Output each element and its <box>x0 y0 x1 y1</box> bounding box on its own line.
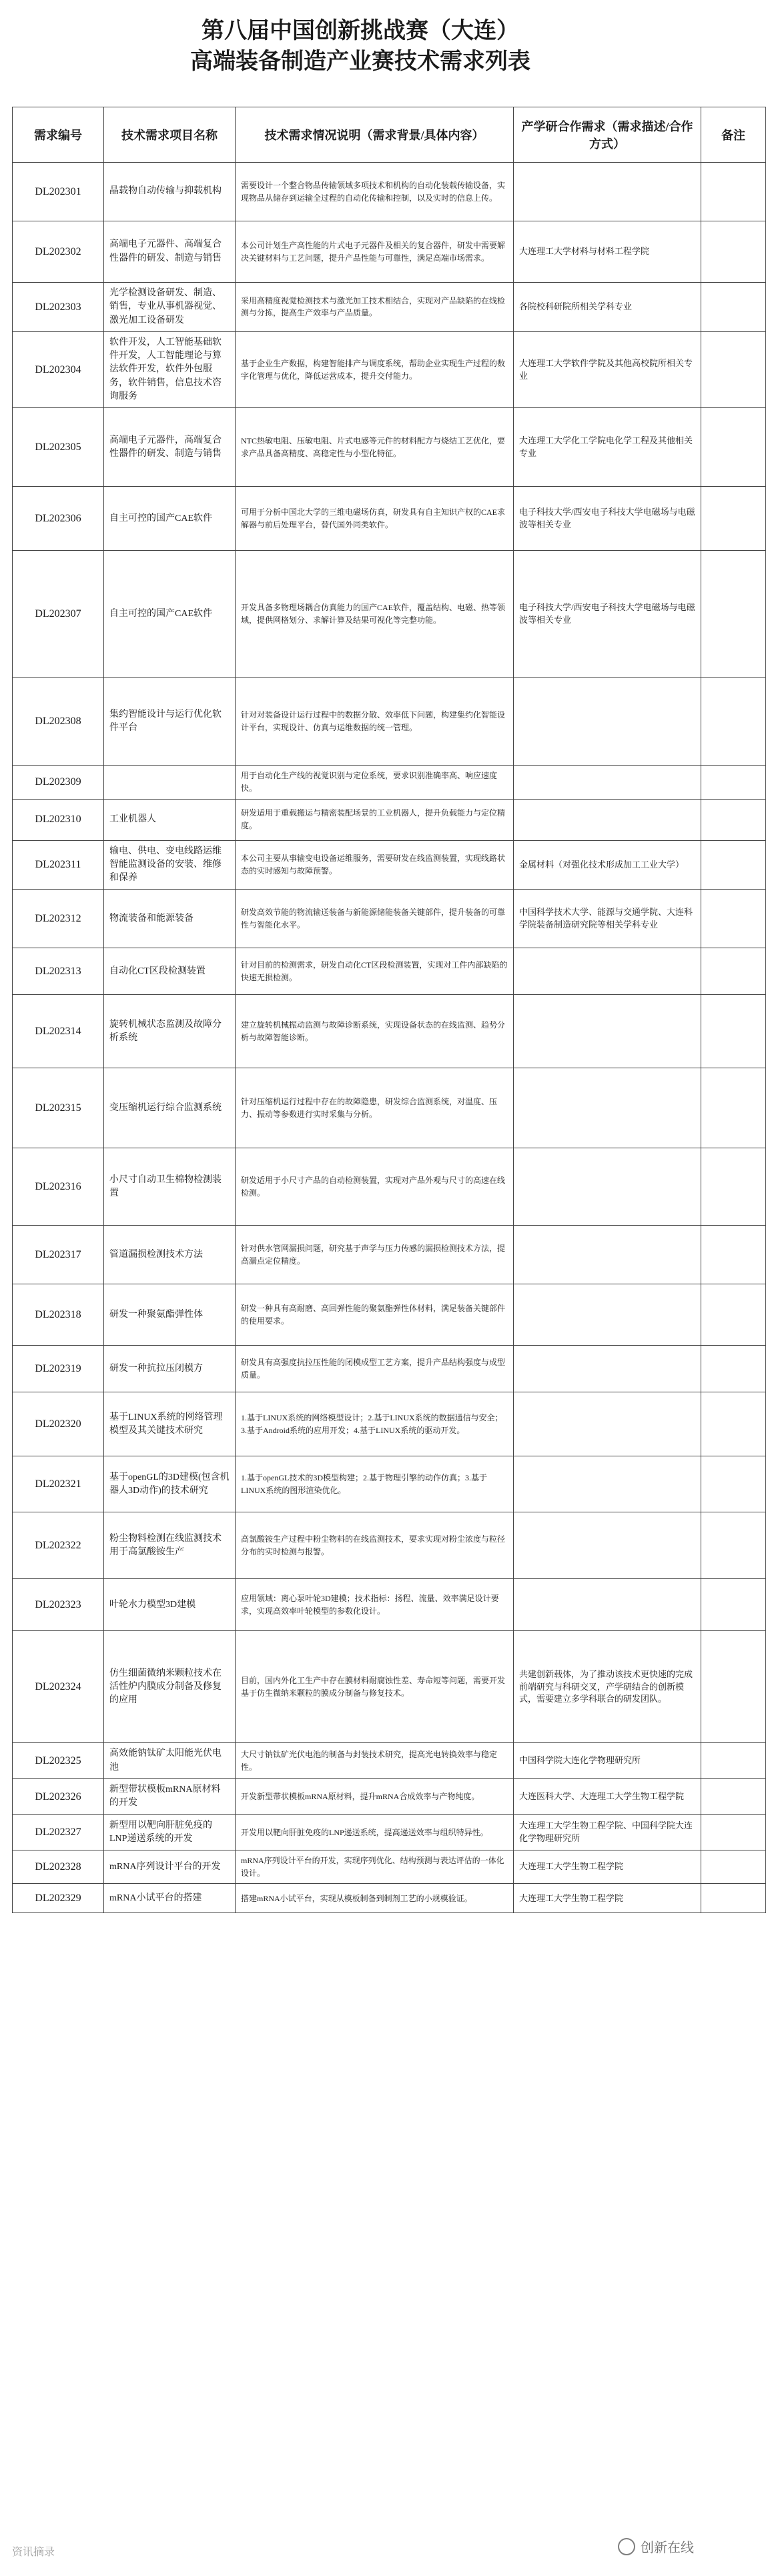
row-desc: 研发适用于重载搬运与精密装配场景的工业机器人，提升负载能力与定位精度。 <box>236 799 514 840</box>
row-desc: 应用领域：离心泵叶轮3D建模；技术指标：扬程、流量、效率满足设计要求，实现高效率叶轮模型的参数化设计。 <box>236 1579 514 1631</box>
row-name: 研发一种聚氨酯弹性体 <box>104 1284 236 1346</box>
row-name: 新型带状模板mRNA原材料的开发 <box>104 1779 236 1815</box>
row-name: mRNA小试平台的搭建 <box>104 1884 236 1913</box>
row-code: DL202326 <box>13 1779 104 1815</box>
row-code: DL202320 <box>13 1392 104 1456</box>
row-name: 自主可控的国产CAE软件 <box>104 551 236 678</box>
row-name: mRNA序列设计平台的开发 <box>104 1850 236 1884</box>
row-coop: 大连理工大学生物工程学院 <box>514 1884 701 1913</box>
row-code: DL202315 <box>13 1068 104 1148</box>
row-note <box>701 1392 766 1456</box>
row-note <box>701 163 766 221</box>
header-desc: 技术需求情况说明（需求背景/具体内容） <box>236 107 514 163</box>
row-note <box>701 408 766 487</box>
row-note <box>701 1579 766 1631</box>
header-row <box>13 107 766 163</box>
row-code: DL202311 <box>13 840 104 890</box>
row-desc: 搭建mRNA小试平台，实现从模板制备到制剂工艺的小规模验证。 <box>236 1884 514 1913</box>
row-coop: 共建创新载体，为了推动该技术更快速的完成前端研究与科研交叉，产学研结合的创新模式，需要建立多学科联合的研发团队。 <box>514 1631 701 1743</box>
row-note <box>701 1814 766 1850</box>
row-name: 新型用以靶向肝脏免疫的LNP递送系统的开发 <box>104 1814 236 1850</box>
watermark-left: 资讯摘录 <box>12 2547 55 2558</box>
row-coop <box>514 1512 701 1579</box>
header-code: 需求编号 <box>13 107 104 163</box>
table-row <box>13 1456 766 1512</box>
row-code: DL202302 <box>13 221 104 283</box>
row-coop <box>514 995 701 1068</box>
table-row <box>13 1884 766 1913</box>
table-row <box>13 1631 766 1743</box>
row-desc: 研发高效节能的物流输送装备与新能源储能装备关键部件，提升装备的可靠性与智能化水平。 <box>236 890 514 948</box>
row-note <box>701 948 766 995</box>
row-note <box>701 995 766 1068</box>
row-code: DL202317 <box>13 1226 104 1284</box>
table-row <box>13 551 766 678</box>
table-row <box>13 1284 766 1346</box>
row-name: 研发一种抗拉压闭模方 <box>104 1346 236 1392</box>
row-name: 软件开发，人工智能基础软件开发，人工智能理论与算法软件开发，软件外包服务，软件销售，信息技术咨询服务 <box>104 331 236 407</box>
row-desc: 针对目前的检测需求，研发自动化CT区段检测装置，实现对工件内部缺陷的快速无损检测。 <box>236 948 514 995</box>
row-code: DL202304 <box>13 331 104 407</box>
table-row <box>13 995 766 1068</box>
row-coop: 金属材料（对强化技术形成加工工业大学） <box>514 840 701 890</box>
table-row <box>13 948 766 995</box>
row-name: 集约智能设计与运行优化软件平台 <box>104 678 236 766</box>
row-desc: NTC热敏电阻、压敏电阻、片式电感等元件的材料配方与烧结工艺优化，要求产品具备高精度、高稳定性与小型化特征。 <box>236 408 514 487</box>
row-code: DL202321 <box>13 1456 104 1512</box>
table-row <box>13 799 766 840</box>
row-note <box>701 221 766 283</box>
row-desc: 采用高精度视觉检测技术与激光加工技术相结合，实现对产品缺陷的在线检测与分拣，提高生产效率与产品质量。 <box>236 283 514 332</box>
row-code: DL202318 <box>13 1284 104 1346</box>
wechat-icon <box>618 2538 635 2555</box>
table-row <box>13 1346 766 1392</box>
row-coop: 大连医科大学、大连理工大学生物工程学院 <box>514 1779 701 1815</box>
table-row <box>13 766 766 799</box>
row-note <box>701 487 766 551</box>
table-header <box>13 107 766 163</box>
row-desc: 用于自动化生产线的视觉识别与定位系统，要求识别准确率高、响应速度快。 <box>236 766 514 799</box>
row-desc: 开发具备多物理场耦合仿真能力的国产CAE软件，覆盖结构、电磁、热等领域，提供网格划分、求解计算及结果可视化等完整功能。 <box>236 551 514 678</box>
table-row <box>13 1743 766 1779</box>
row-desc: 针对对装备设计运行过程中的数据分散、效率低下问题，构建集约化智能设计平台，实现设计、仿真与运维数据的统一管理。 <box>236 678 514 766</box>
row-coop <box>514 1392 701 1456</box>
table-row <box>13 678 766 766</box>
row-name: 叶轮水力模型3D建模 <box>104 1579 236 1631</box>
row-name: 仿生细菌微纳米颗粒技术在活性炉内膜成分制备及修复的应用 <box>104 1631 236 1743</box>
table-row <box>13 890 766 948</box>
row-name: 物流装备和能源装备 <box>104 890 236 948</box>
row-desc: 本公司计划生产高性能的片式电子元器件及相关的复合器件，研发中需要解决关键材料与工艺问题，提升产品性能与可靠性，满足高端市场需求。 <box>236 221 514 283</box>
row-coop <box>514 1148 701 1226</box>
header-note: 备注 <box>701 107 766 163</box>
row-code: DL202323 <box>13 1579 104 1631</box>
row-name: 旋转机械状态监测及故障分析系统 <box>104 995 236 1068</box>
row-code: DL202328 <box>13 1850 104 1884</box>
row-code: DL202301 <box>13 163 104 221</box>
row-name: 基于openGL的3D建模(包含机器人3D动作)的技术研究 <box>104 1456 236 1512</box>
row-code: DL202307 <box>13 551 104 678</box>
row-note <box>701 1743 766 1779</box>
row-code: DL202313 <box>13 948 104 995</box>
row-name: 变压缩机运行综合监测系统 <box>104 1068 236 1148</box>
table-row <box>13 221 766 283</box>
row-note <box>701 283 766 332</box>
row-code: DL202314 <box>13 995 104 1068</box>
row-name <box>104 766 236 799</box>
row-coop <box>514 948 701 995</box>
row-code: DL202308 <box>13 678 104 766</box>
watermark-text: 创新在线 <box>641 2541 694 2555</box>
row-code: DL202316 <box>13 1148 104 1226</box>
row-desc: 基于企业生产数据，构建智能排产与调度系统，帮助企业实现生产过程的数字化管理与优化，降低运营成本，提升交付能力。 <box>236 331 514 407</box>
row-name: 小尺寸自动卫生棉物检测装置 <box>104 1148 236 1226</box>
row-desc: 开发用以靶向肝脏免疫的LNP递送系统，提高递送效率与组织特异性。 <box>236 1814 514 1850</box>
row-coop: 大连理工大学生物工程学院 <box>514 1850 701 1884</box>
table-row <box>13 1579 766 1631</box>
row-desc: 建立旋转机械振动监测与故障诊断系统，实现设备状态的在线监测、趋势分析与故障智能诊断。 <box>236 995 514 1068</box>
row-note <box>701 1226 766 1284</box>
watermark <box>618 2537 694 2556</box>
row-note <box>701 840 766 890</box>
row-coop: 中国科学院大连化学物理研究所 <box>514 1743 701 1779</box>
row-desc: 1.基于LINUX系统的网络模型设计；2.基于LINUX系统的数据通信与安全；3.基于Android系统的应用开发；4.基于LINUX系统的驱动开发。 <box>236 1392 514 1456</box>
row-code: DL202327 <box>13 1814 104 1850</box>
table-row <box>13 1814 766 1850</box>
row-name: 自动化CT区段检测装置 <box>104 948 236 995</box>
row-name: 粉尘物料检测在线监测技术用于高氯酸铵生产 <box>104 1512 236 1579</box>
row-coop <box>514 1346 701 1392</box>
row-coop <box>514 799 701 840</box>
row-coop <box>514 1226 701 1284</box>
row-note <box>701 890 766 948</box>
row-note <box>701 1779 766 1815</box>
row-code: DL202325 <box>13 1743 104 1779</box>
row-name: 高效能钠钛矿太阳能光伏电池 <box>104 1743 236 1779</box>
row-desc: 1.基于openGL技术的3D模型构建；2.基于物理引擎的动作仿真；3.基于LINUX系统的图形渲染优化。 <box>236 1456 514 1512</box>
row-coop <box>514 1284 701 1346</box>
row-desc: 需要设计一个整合物品传输领域多项技术和机构的自动化装载传输设备，实现物品从储存到运输全过程的自动化传输和控制，以及实时的信息上传。 <box>236 163 514 221</box>
row-note <box>701 1346 766 1392</box>
row-coop <box>514 1068 701 1148</box>
row-coop: 大连理工大学材料与材料工程学院 <box>514 221 701 283</box>
row-name: 光学检测设备研发、制造、销售，专业从事机器视觉、激光加工设备研发 <box>104 283 236 332</box>
row-code: DL202310 <box>13 799 104 840</box>
row-coop: 中国科学技术大学、能源与交通学院、大连科学院装备制造研究院等相关学科专业 <box>514 890 701 948</box>
row-note <box>701 551 766 678</box>
table-row <box>13 1512 766 1579</box>
row-note <box>701 799 766 840</box>
row-note <box>701 1850 766 1884</box>
table-row <box>13 163 766 221</box>
row-note <box>701 1148 766 1226</box>
row-code: DL202329 <box>13 1884 104 1913</box>
row-desc: 研发具有高强度抗拉压性能的闭模成型工艺方案，提升产品结构强度与成型质量。 <box>236 1346 514 1392</box>
page-title-line1: 第八届中国创新挑战赛（大连） <box>202 19 519 43</box>
table-row <box>13 283 766 332</box>
row-coop <box>514 678 701 766</box>
row-name: 输电、供电、变电线路运维智能监测设备的安装、维修和保养 <box>104 840 236 890</box>
table-row <box>13 1392 766 1456</box>
row-desc: 可用于分析中国北大学的三维电磁场仿真，研发具有自主知识产权的CAE求解器与前后处理平台，替代国外同类软件。 <box>236 487 514 551</box>
header-coop: 产学研合作需求（需求描述/合作方式） <box>514 107 701 163</box>
row-name: 管道漏损检测技术方法 <box>104 1226 236 1284</box>
row-coop: 电子科技大学/西安电子科技大学电磁场与电磁波等相关专业 <box>514 551 701 678</box>
row-desc: 开发新型带状模板mRNA原材料，提升mRNA合成效率与产物纯度。 <box>236 1779 514 1815</box>
table-row <box>13 1226 766 1284</box>
row-code: DL202312 <box>13 890 104 948</box>
row-desc: mRNA序列设计平台的开发，实现序列优化、结构预测与表达评估的一体化设计。 <box>236 1850 514 1884</box>
row-note <box>701 766 766 799</box>
row-coop <box>514 163 701 221</box>
row-desc: 目前，国内外化工生产中存在膜材料耐腐蚀性差、寿命短等问题，需要开发基于仿生微纳米颗粒的膜成分制备与修复技术。 <box>236 1631 514 1743</box>
row-code: DL202324 <box>13 1631 104 1743</box>
table-row <box>13 1068 766 1148</box>
table-row <box>13 1148 766 1226</box>
row-note <box>701 1884 766 1913</box>
row-coop: 大连理工大学生物工程学院、中国科学院大连化学物理研究所 <box>514 1814 701 1850</box>
table-row <box>13 1779 766 1815</box>
row-coop: 大连理工大学软件学院及其他高校院所相关专业 <box>514 331 701 407</box>
row-note <box>701 678 766 766</box>
table-body <box>13 163 766 1913</box>
table-row <box>13 408 766 487</box>
row-note <box>701 331 766 407</box>
row-coop: 大连理工大学化工学院电化学工程及其他相关专业 <box>514 408 701 487</box>
row-code: DL202309 <box>13 766 104 799</box>
row-coop <box>514 1456 701 1512</box>
row-desc: 高氯酸铵生产过程中粉尘物料的在线监测技术，要求实现对粉尘浓度与粒径分布的实时检测与报警。 <box>236 1512 514 1579</box>
page-title-line2: 高端装备制造产业赛技术需求列表 <box>190 49 530 74</box>
row-desc: 本公司主要从事输变电设备运维服务，需要研发在线监测装置，实现线路状态的实时感知与故障预警。 <box>236 840 514 890</box>
row-code: DL202306 <box>13 487 104 551</box>
row-desc: 针对压缩机运行过程中存在的故障隐患，研发综合监测系统，对温度、压力、振动等参数进行实时采集与分析。 <box>236 1068 514 1148</box>
header-name: 技术需求项目名称 <box>104 107 236 163</box>
row-note <box>701 1631 766 1743</box>
row-desc: 研发适用于小尺寸产品的自动检测装置，实现对产品外观与尺寸的高速在线检测。 <box>236 1148 514 1226</box>
table-row <box>13 840 766 890</box>
table-row <box>13 331 766 407</box>
row-note <box>701 1512 766 1579</box>
row-code: DL202303 <box>13 283 104 332</box>
row-code: DL202322 <box>13 1512 104 1579</box>
row-name: 高端电子元器件、高端复合性器件的研发、制造与销售 <box>104 221 236 283</box>
row-note <box>701 1456 766 1512</box>
row-note <box>701 1284 766 1346</box>
row-name: 工业机器人 <box>104 799 236 840</box>
row-desc: 大尺寸钠钛矿光伏电池的制备与封装技术研究，提高光电转换效率与稳定性。 <box>236 1743 514 1779</box>
row-coop <box>514 766 701 799</box>
row-coop: 电子科技大学/西安电子科技大学电磁场与电磁波等相关专业 <box>514 487 701 551</box>
row-coop: 各院校科研院所相关学科专业 <box>514 283 701 332</box>
row-code: DL202319 <box>13 1346 104 1392</box>
requirements-table <box>12 107 766 1913</box>
row-desc: 针对供水管网漏损问题，研究基于声学与压力传感的漏损检测技术方法，提高漏点定位精度。 <box>236 1226 514 1284</box>
row-desc: 研发一种具有高耐磨、高回弹性能的聚氨酯弹性体材料，满足装备关键部件的使用要求。 <box>236 1284 514 1346</box>
row-name: 高端电子元器件，高端复合性器件的研发、制造与销售 <box>104 408 236 487</box>
row-name: 晶载物自动传输与抑载机构 <box>104 163 236 221</box>
row-note <box>701 1068 766 1148</box>
row-name: 自主可控的国产CAE软件 <box>104 487 236 551</box>
row-coop <box>514 1579 701 1631</box>
row-code: DL202305 <box>13 408 104 487</box>
table-row <box>13 1850 766 1884</box>
row-name: 基于LINUX系统的网络管理模型及其关键技术研究 <box>104 1392 236 1456</box>
table-row <box>13 487 766 551</box>
